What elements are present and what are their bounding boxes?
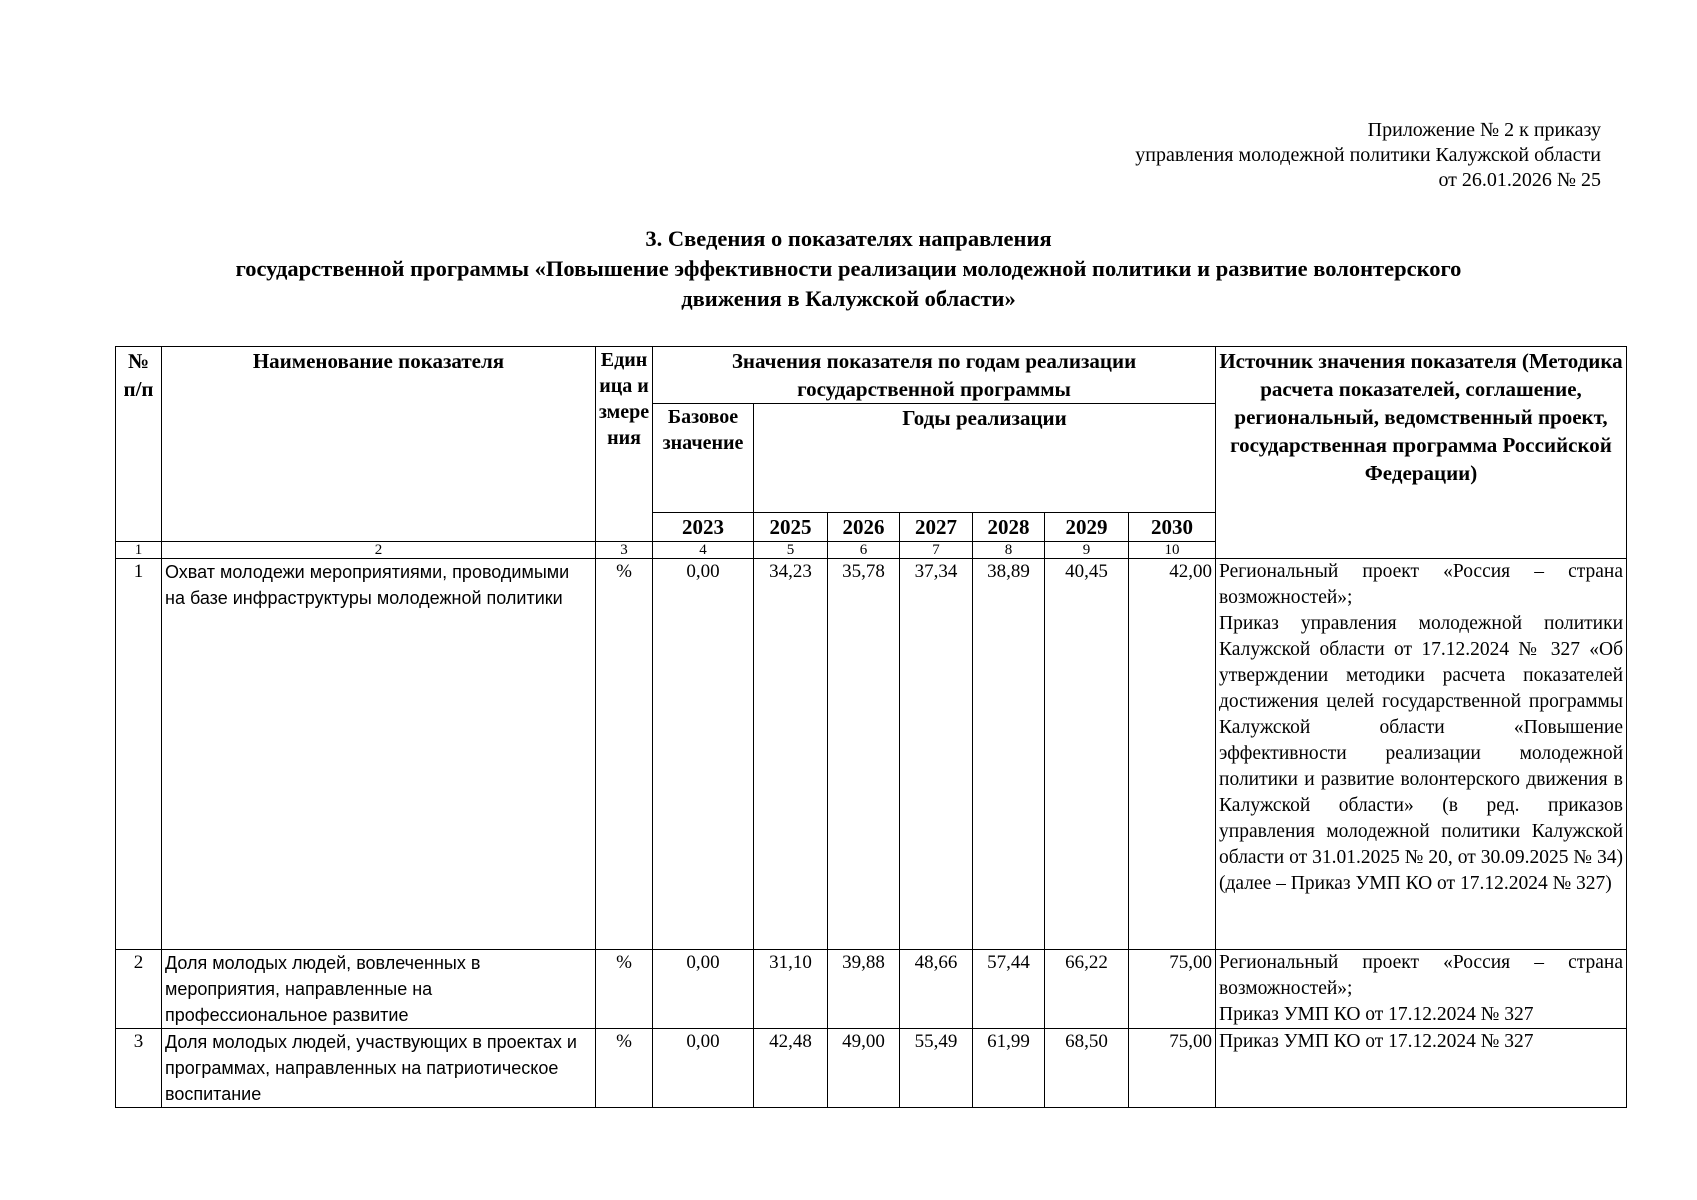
document-title (0, 224, 1697, 314)
source-line: Региональный проект «Россия – страна возможностей»; (1219, 952, 1624, 999)
year-cell: 2029 (1045, 513, 1129, 542)
table-row (116, 559, 1627, 950)
indicator-name: Доля молодых людей, участвующих в проектах и программах, направленных на патриотическое воспитание (162, 1029, 596, 1108)
year-cell: 2027 (900, 513, 973, 542)
value-cell: 0,00 (653, 950, 754, 1029)
appendix-line-1: Приложение № 2 к приказу (1367, 119, 1601, 141)
value-cell: 42,48 (754, 1029, 828, 1108)
column-number: 1 (116, 542, 162, 559)
value-cell: 0,00 (653, 1029, 754, 1108)
value-cell: 40,45 (1045, 559, 1129, 950)
value-cell: 48,66 (900, 950, 973, 1029)
value-cell: 0,00 (653, 559, 754, 950)
title-line-3: движения в Калужской области» (681, 286, 1016, 311)
value-cell: 75,00 (1129, 1029, 1216, 1108)
header-num: № п/п (116, 347, 162, 542)
appendix-line-2: управления молодежной политики Калужской области (1135, 144, 1601, 166)
title-line-2: государственной программы «Повышение эффективности реализации молодежной политики и развитие волонтерского (235, 256, 1462, 281)
source-line: Приказ управления молодежной политики Калужской области от 17.12.2024 № 327 «Об утверждении методики расчета показателей достижения целей государственной программы Калужской области «Повышение эффективности реализации молодежной политики и развитие волонтерского движения в Калужской области» (в ред. приказов управления молодежной политики Калужской области от 31.01.2025 № 20, от 30.09.2025 № 34) (далее – Приказ УМП КО от 17.12.2024 № 327) (1219, 613, 1624, 894)
header-values-group: Значения показателя по годам реализации государственной программы (653, 347, 1216, 404)
source-cell (1216, 950, 1627, 1029)
value-cell: 68,50 (1045, 1029, 1129, 1108)
year-cell: 2025 (754, 513, 828, 542)
header-base: Базовое значение (653, 404, 754, 513)
source-cell (1216, 559, 1627, 950)
year-cell: 2026 (828, 513, 900, 542)
title-line-1: 3. Сведения о показателях направления (645, 226, 1052, 251)
value-cell: 57,44 (973, 950, 1045, 1029)
column-number: 6 (828, 542, 900, 559)
source-line: Приказ УМП КО от 17.12.2024 № 327 (1219, 1004, 1534, 1025)
value-cell: 75,00 (1129, 950, 1216, 1029)
value-cell: 35,78 (828, 559, 900, 950)
value-cell: 61,99 (973, 1029, 1045, 1108)
unit-cell: % (596, 950, 653, 1029)
row-num: 1 (116, 559, 162, 950)
header-name: Наименование показателя (162, 347, 596, 542)
row-num: 2 (116, 950, 162, 1029)
year-base: 2023 (653, 513, 754, 542)
value-cell: 55,49 (900, 1029, 973, 1108)
value-cell: 31,10 (754, 950, 828, 1029)
header-row-1 (116, 347, 1627, 404)
unit-cell: % (596, 559, 653, 950)
value-cell: 37,34 (900, 559, 973, 950)
value-cell: 34,23 (754, 559, 828, 950)
table-row (116, 950, 1627, 1029)
source-cell (1216, 1029, 1627, 1108)
column-number: 7 (900, 542, 973, 559)
column-number: 5 (754, 542, 828, 559)
appendix-block (1135, 118, 1601, 193)
year-cell: 2028 (973, 513, 1045, 542)
value-cell: 49,00 (828, 1029, 900, 1108)
column-number: 2 (162, 542, 596, 559)
header-source: Источник значения показателя (Методика расчета показателей, соглашение, региональный, ведомственный проект, государственная программа Российской Федерации) (1216, 347, 1627, 559)
value-cell: 66,22 (1045, 950, 1129, 1029)
header-years-group: Годы реализации (754, 404, 1216, 513)
appendix-line-3: от 26.01.2026 № 25 (1438, 169, 1601, 191)
column-number: 4 (653, 542, 754, 559)
indicators-table (115, 346, 1627, 1108)
row-num: 3 (116, 1029, 162, 1108)
value-cell: 38,89 (973, 559, 1045, 950)
column-number: 3 (596, 542, 653, 559)
source-line: Приказ УМП КО от 17.12.2024 № 327 (1219, 1031, 1534, 1052)
value-cell: 39,88 (828, 950, 900, 1029)
indicator-name: Доля молодых людей, вовлеченных в мероприятия, направленные на профессиональное развитие (162, 950, 596, 1029)
year-cell: 2030 (1129, 513, 1216, 542)
column-number: 10 (1129, 542, 1216, 559)
unit-cell: % (596, 1029, 653, 1108)
table-row (116, 1029, 1627, 1108)
column-number: 9 (1045, 542, 1129, 559)
source-line: Региональный проект «Россия – страна возможностей»; (1219, 561, 1624, 608)
indicator-name: Охват молодежи мероприятиями, проводимыми на базе инфраструктуры молодежной политики (162, 559, 596, 950)
column-number: 8 (973, 542, 1045, 559)
value-cell: 42,00 (1129, 559, 1216, 950)
header-unit: Единица измерения (596, 347, 653, 542)
